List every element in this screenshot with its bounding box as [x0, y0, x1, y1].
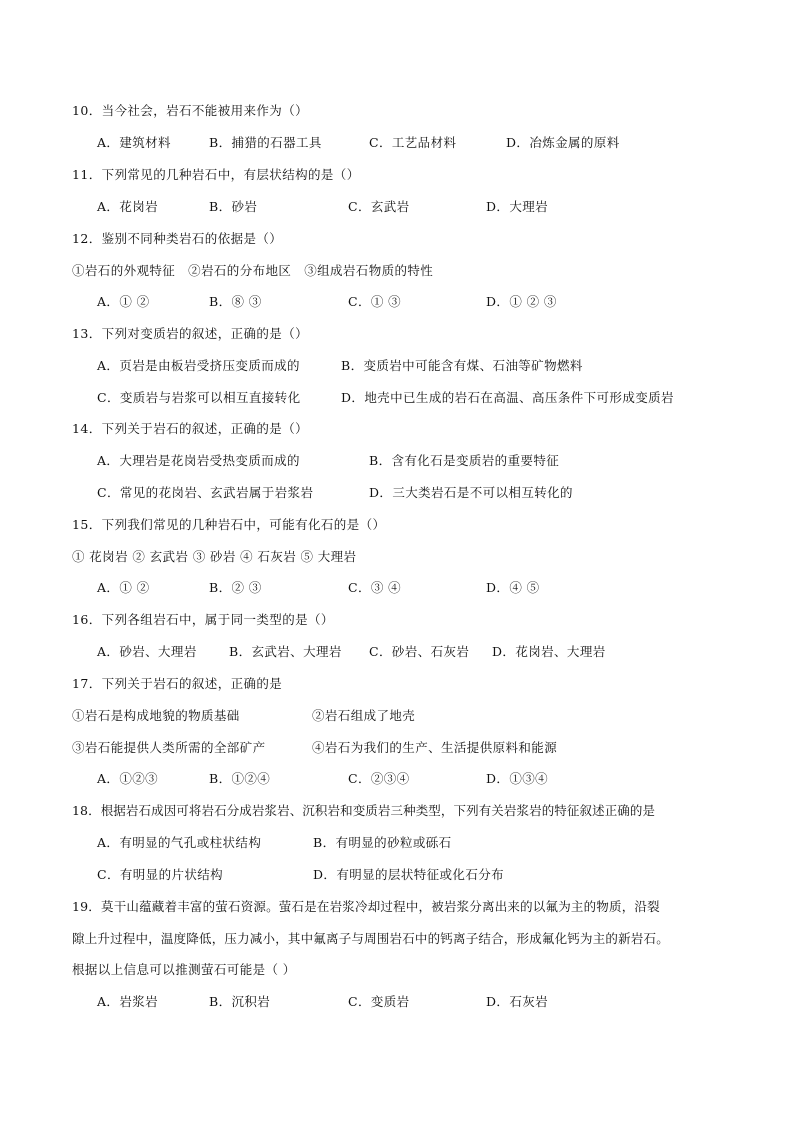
question-18-stem: 18．根据岩石成因可将岩石分成岩浆岩、沉积岩和变质岩三种类型，下列有关岩浆岩的特征叙述正确的是: [72, 803, 656, 818]
option-b: B．② ③: [209, 580, 262, 595]
option-c: C．③ ④: [348, 580, 402, 595]
option-d: D．①③④: [486, 771, 549, 786]
option-c: C．玄武岩: [348, 199, 410, 214]
option-a: A．砂岩、大理岩: [97, 644, 197, 659]
question-16-stem: 16．下列各组岩石中，属于同一类型的是（）: [72, 612, 334, 627]
statement-2: ②岩石组成了地壳: [312, 708, 416, 723]
question-12-statements: ①岩石的外观特征 ②岩石的分布地区 ③组成岩石物质的特性: [72, 263, 434, 278]
option-a: A．有明显的气孔或柱状结构: [97, 835, 262, 850]
option-c: C．① ③: [348, 294, 402, 309]
question-11-stem: 11．下列常见的几种岩石中，有层状结构的是（）: [72, 167, 360, 182]
option-a: A．建筑材料: [97, 135, 171, 150]
option-b: B．⑧ ③: [209, 294, 262, 309]
option-a: A．花岗岩: [97, 199, 159, 214]
question-10-stem: 10．当今社会，岩石不能被用来作为（）: [72, 103, 309, 118]
question-15-stem: 15．下列我们常见的几种岩石中，可能有化石的是（）: [72, 517, 386, 532]
option-a: A．① ②: [97, 294, 150, 309]
option-a: A．①②③: [97, 771, 159, 786]
option-d: D．有明显的层状特征或化石分布: [313, 867, 505, 882]
option-d: D．三大类岩石是不可以相互转化的: [369, 485, 573, 500]
option-a: A．① ②: [97, 580, 150, 595]
option-c: C．②③④: [348, 771, 410, 786]
option-b: B．含有化石是变质岩的重要特征: [369, 453, 560, 468]
option-c: C．变质岩: [348, 994, 410, 1009]
question-12-stem: 12．鉴别不同种类岩石的依据是（）: [72, 231, 283, 246]
question-19-stem-line3: 根据以上信息可以推测萤石可能是（ ）: [72, 962, 296, 977]
question-15-statements: ① 花岗岩 ② 玄武岩 ③ 砂岩 ④ 石灰岩 ⑤ 大理岩: [72, 549, 357, 564]
option-d: D．冶炼金属的原料: [506, 135, 620, 150]
option-a: A．大理岩是花岗岩受热变质而成的: [97, 453, 300, 468]
option-c: C．砂岩、石灰岩: [369, 644, 470, 659]
statement-4: ④岩石为我们的生产、生活提供原料和能源: [312, 740, 558, 755]
option-c: C．工艺品材料: [369, 135, 457, 150]
option-d: D．花岗岩、大理岩: [492, 644, 606, 659]
option-c: C．有明显的片状结构: [97, 867, 224, 882]
option-b: B．砂岩: [209, 199, 258, 214]
option-b: B．玄武岩、大理岩: [229, 644, 342, 659]
option-d: D．① ② ③: [486, 294, 557, 309]
option-d: D．④ ⑤: [486, 580, 540, 595]
option-b: B．变质岩中可能含有煤、石油等矿物燃料: [341, 358, 583, 373]
statement-1: ①岩石是构成地貌的物质基础: [72, 708, 240, 723]
question-14-stem: 14．下列关于岩石的叙述，正确的是（）: [72, 421, 309, 436]
question-19-stem-line1: 19．莫干山蕴藏着丰富的萤石资源。萤石是在岩浆冷却过程中，被岩浆分离出来的以氟为主的物质，沿裂: [72, 899, 660, 914]
question-17-stem: 17．下列关于岩石的叙述，正确的是: [72, 676, 283, 691]
option-d: D．大理岩: [486, 199, 549, 214]
option-c: C．变质岩与岩浆可以相互直接转化: [97, 390, 301, 405]
statement-3: ③岩石能提供人类所需的全部矿产: [72, 740, 266, 755]
option-b: B．沉积岩: [209, 994, 271, 1009]
question-19-stem-line2: 隙上升过程中，温度降低，压力减小，其中氟离子与周围岩石中的钙离子结合，形成氟化钙为主的新岩石。: [72, 931, 669, 946]
option-d: D．地壳中已生成的岩石在高温、高压条件下可形成变质岩: [341, 390, 674, 405]
option-a: A．岩浆岩: [97, 994, 159, 1009]
option-b: B．有明显的砂粒或砾石: [313, 835, 452, 850]
option-d: D．石灰岩: [486, 994, 549, 1009]
option-a: A．页岩是由板岩受挤压变质而成的: [97, 358, 300, 373]
question-13-stem: 13．下列对变质岩的叙述，正确的是（）: [72, 326, 309, 341]
option-b: B．捕猎的石器工具: [209, 135, 322, 150]
option-c: C．常见的花岗岩、玄武岩属于岩浆岩: [97, 485, 314, 500]
option-b: B．①②④: [209, 771, 271, 786]
